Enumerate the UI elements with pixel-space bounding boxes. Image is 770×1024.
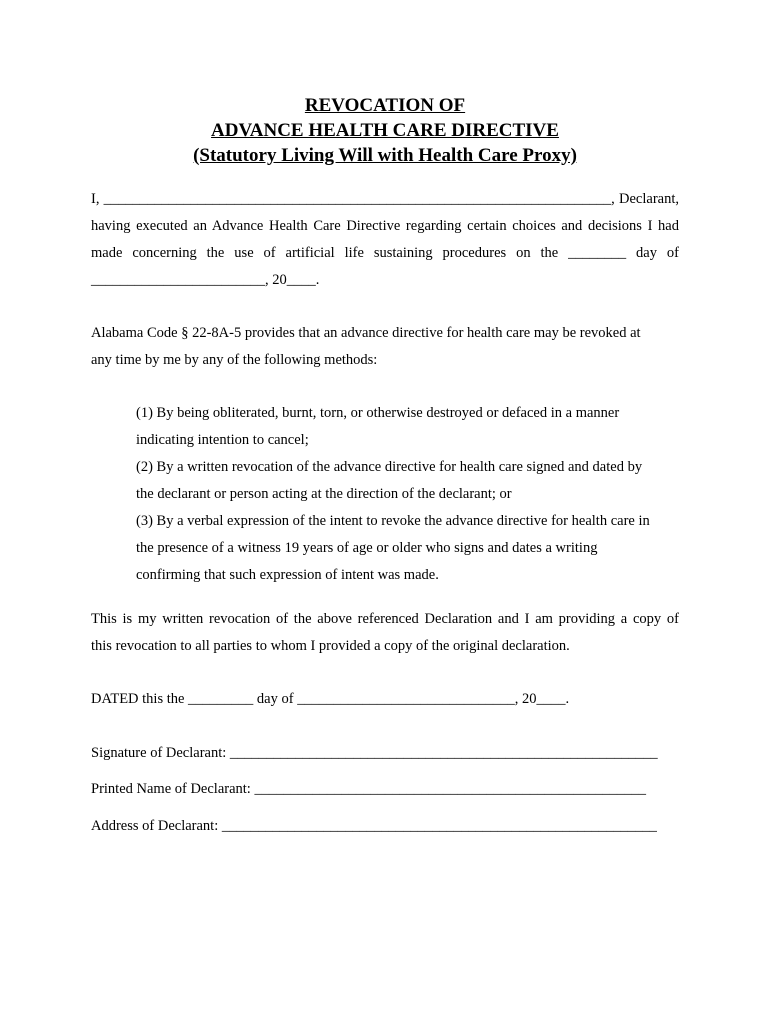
- signature-line: Signature of Declarant: ___________________________________________________________: [91, 745, 658, 761]
- intro-line-1: I, ______________________________________________________________________, Declarant,: [91, 191, 679, 207]
- revocation-line-2: this revocation to all parties to whom I provided a copy of the original declaration.: [91, 638, 570, 654]
- method-3-line-2: the presence of a witness 19 years of age or older who signs and dates a writing: [136, 540, 598, 556]
- address-line: Address of Declarant: ____________________________________________________________: [91, 818, 657, 834]
- method-1-line-2: indicating intention to cancel;: [136, 432, 309, 448]
- method-3-line-1: (3) By a verbal expression of the intent to revoke the advance directive for health care in: [136, 513, 650, 529]
- title-line-1: REVOCATION OF: [304, 95, 466, 116]
- intro-line-3: made concerning the use of artificial life sustaining procedures on the ________ day of: [91, 245, 679, 261]
- title-line-3: (Statutory Living Will with Health Care Proxy): [193, 145, 577, 166]
- dated-line: DATED this the _________ day of ______________________________, 20____.: [91, 691, 570, 707]
- method-2-line-2: the declarant or person acting at the direction of the declarant; or: [136, 486, 512, 502]
- code-line-2: any time by me by any of the following methods:: [91, 352, 378, 368]
- code-line-1: Alabama Code § 22-8A-5 provides that an advance directive for health care may be revoked at: [91, 325, 641, 341]
- intro-line-2: having executed an Advance Health Care Directive regarding certain choices and decisions I had: [91, 218, 679, 234]
- intro-line-4: ________________________, 20____.: [91, 272, 320, 288]
- method-2-line-1: (2) By a written revocation of the advance directive for health care signed and dated by: [136, 459, 643, 475]
- method-3-line-3: confirming that such expression of intent was made.: [136, 567, 439, 583]
- printed-name-line: Printed Name of Declarant: ______________________________________________________: [91, 781, 646, 797]
- revocation-line-1: This is my written revocation of the above referenced Declaration and I am providing a copy of: [91, 611, 679, 627]
- method-1-line-1: (1) By being obliterated, burnt, torn, or otherwise destroyed or defaced in a manner: [136, 405, 620, 421]
- title-line-2: ADVANCE HEALTH CARE DIRECTIVE: [211, 120, 559, 141]
